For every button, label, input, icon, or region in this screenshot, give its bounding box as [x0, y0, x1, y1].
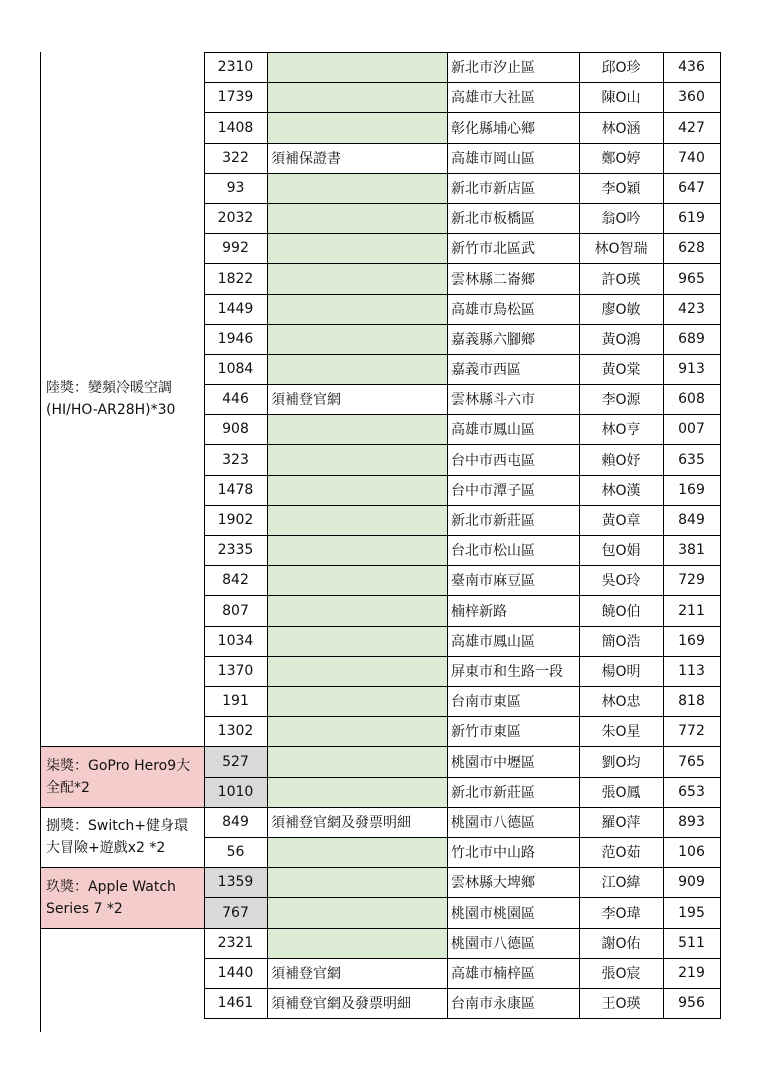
address-text: 高雄市楠梓區: [451, 966, 535, 982]
phone-suffix: 965: [678, 270, 705, 287]
row-divider: [204, 595, 721, 596]
ticket-number: 2321: [217, 935, 254, 951]
address-text: 新竹市北區武: [451, 241, 535, 257]
phone-suffix: 956: [678, 995, 705, 1011]
address-text: 桃園市八德區: [451, 936, 535, 952]
address-text: 台南市東區: [451, 694, 521, 710]
phone-suffix: 608: [678, 391, 705, 407]
winner-name: 黃O章: [601, 513, 641, 529]
phone-suffix: 653: [678, 784, 705, 800]
ticket-number: 191: [222, 693, 249, 709]
row-divider: [204, 1018, 721, 1019]
phone-suffix: 619: [678, 210, 705, 226]
address-text: 新北市汐止區: [451, 60, 535, 76]
phone-suffix: 772: [678, 723, 705, 739]
winner-name: 饒O伯: [601, 603, 641, 620]
row-divider: [204, 414, 721, 415]
address-text: 竹北市中山路: [451, 845, 535, 861]
note-text: [267, 263, 447, 294]
address-text: 桃園市桃園區: [451, 905, 535, 922]
note-text: [267, 324, 447, 354]
note-text: 須補登官網及發票明細: [271, 996, 411, 1012]
address-text: 嘉義縣六腳鄉: [451, 332, 535, 348]
phone-suffix: 195: [678, 904, 705, 921]
address-text: 臺南市麻豆區: [451, 573, 535, 589]
winner-name: 劉O均: [601, 754, 641, 771]
row-divider: [204, 897, 721, 898]
address-text: 高雄市岡山區: [451, 151, 535, 167]
address-text: 台中市潭子區: [451, 483, 535, 499]
address-text: 台南市永康區: [451, 996, 535, 1012]
winner-name: 林O亨: [601, 422, 641, 438]
note-text: [267, 867, 447, 897]
prize-divider: [40, 867, 204, 868]
note-text: [267, 686, 447, 716]
address-text: 新北市新莊區: [451, 513, 535, 529]
phone-suffix: 211: [678, 602, 705, 619]
address-text: 台中市西屯區: [451, 452, 535, 469]
winner-name: 楊O明: [601, 664, 641, 680]
winner-name: 江O緯: [601, 875, 641, 891]
winner-name: 李O源: [601, 392, 641, 408]
phone-suffix: 635: [678, 451, 705, 468]
phone-suffix: 423: [678, 301, 705, 317]
phone-suffix: 818: [678, 693, 705, 709]
address-text: 高雄市鳥松區: [451, 302, 535, 318]
note-text: [267, 565, 447, 595]
winner-name: 張O宸: [601, 966, 641, 982]
ticket-number: 842: [222, 572, 249, 588]
winner-name: 羅O萍: [601, 815, 641, 831]
note-text: [267, 595, 447, 626]
note-text: [267, 716, 447, 746]
ticket-number: 2310: [217, 59, 254, 75]
phone-suffix: 169: [678, 482, 705, 498]
note-text: 須補登官網: [271, 392, 341, 408]
ticket-number: 1822: [217, 270, 254, 287]
ticket-number: 1739: [217, 89, 254, 105]
prize-label-p8: 捌獎：Switch+健身環 大冒險+遊戲x2 *2: [46, 818, 189, 856]
row-divider: [204, 203, 721, 204]
winner-name: 鄭O婷: [601, 151, 641, 167]
phone-suffix: 740: [678, 150, 705, 166]
row-divider: [204, 867, 721, 868]
row-divider: [204, 686, 721, 687]
address-text: 高雄市鳳山區: [451, 422, 535, 438]
winner-name: 范O茹: [601, 845, 641, 861]
winner-name: 包O娟: [601, 543, 641, 559]
note-text: [267, 837, 447, 867]
note-text: [267, 354, 447, 384]
row-divider: [204, 928, 721, 929]
ticket-number: 56: [226, 844, 245, 860]
note-text: [267, 82, 447, 112]
phone-suffix: 849: [678, 512, 705, 528]
phone-suffix: 893: [678, 814, 705, 830]
phone-suffix: 765: [678, 753, 705, 770]
note-text: [267, 928, 447, 958]
winner-name: 林O忠: [601, 694, 641, 710]
ticket-number: 1461: [217, 995, 254, 1011]
phone-suffix: 169: [678, 633, 705, 649]
note-text: [267, 626, 447, 656]
note-text: [267, 294, 447, 324]
ticket-number: 1302: [217, 723, 254, 739]
winner-name: 謝O佑: [601, 936, 641, 952]
ticket-number: 322: [222, 150, 249, 166]
phone-suffix: 729: [678, 572, 705, 588]
winner-name: 廖O敏: [601, 302, 641, 318]
note-text: [267, 475, 447, 505]
ticket-number: 323: [222, 451, 249, 468]
phone-suffix: 689: [678, 331, 705, 347]
note-text: [267, 173, 447, 203]
note-text: [267, 656, 447, 686]
ticket-number: 1034: [217, 633, 254, 649]
phone-suffix: 360: [678, 89, 705, 105]
ticket-number: 1359: [217, 874, 254, 890]
address-text: 彰化縣埔心鄉: [451, 120, 535, 137]
row-divider: [204, 988, 721, 989]
phone-suffix: 007: [678, 421, 705, 437]
winner-name: 賴O妤: [601, 452, 641, 469]
address-text: 新北市板橋區: [451, 211, 535, 227]
winner-name: 簡O浩: [601, 634, 641, 650]
ticket-number: 807: [222, 602, 249, 619]
ticket-number: 1440: [217, 965, 254, 981]
address-text: 嘉義市西區: [451, 362, 521, 378]
row-divider: [204, 52, 721, 53]
winner-name: 黃O棠: [601, 362, 641, 378]
note-text: [267, 746, 447, 777]
winner-name: 黃O鴻: [601, 332, 641, 348]
address-text: 台北市松山區: [451, 543, 535, 559]
address-text: 高雄市鳳山區: [451, 634, 535, 650]
winner-name: 朱O星: [601, 724, 641, 740]
row-divider: [204, 626, 721, 627]
row-divider: [204, 746, 721, 747]
row-divider: [204, 505, 721, 506]
row-divider: [204, 656, 721, 657]
row-divider: [204, 777, 721, 778]
phone-suffix: 219: [678, 965, 705, 981]
winner-name: 林O涵: [601, 120, 641, 137]
phone-suffix: 106: [678, 844, 705, 860]
address-text: 高雄市大社區: [451, 90, 535, 106]
ticket-number: 1010: [217, 784, 254, 800]
row-divider: [204, 444, 721, 445]
note-text: [267, 777, 447, 807]
winner-name: 李O瑋: [601, 905, 641, 922]
address-text: 桃園市八德區: [451, 815, 535, 831]
phone-suffix: 511: [678, 935, 705, 951]
winner-name: 翁O吟: [601, 211, 641, 227]
phone-suffix: 628: [678, 240, 705, 256]
ticket-number: 992: [222, 240, 249, 256]
address-text: 桃園市中壢區: [451, 754, 535, 771]
row-divider: [204, 565, 721, 566]
row-divider: [204, 716, 721, 717]
winner-name: 李O穎: [601, 181, 641, 197]
note-text: [267, 444, 447, 475]
winner-name: 許O瑛: [601, 271, 641, 288]
prize-label-p7: 柒獎：GoPro Hero9大 全配*2: [46, 757, 191, 796]
note-text: 須補保證書: [271, 151, 341, 167]
row-divider: [204, 143, 721, 144]
note-text: [267, 414, 447, 444]
note-text: [267, 203, 447, 233]
ticket-number: 527: [222, 753, 249, 770]
winner-name: 陳O山: [601, 90, 641, 106]
ticket-number: 2032: [217, 210, 254, 226]
row-divider: [204, 535, 721, 536]
note-text: [267, 112, 447, 143]
row-divider: [204, 807, 721, 808]
row-divider: [204, 263, 721, 264]
address-text: 雲林縣大埤鄉: [451, 875, 535, 891]
note-text: [267, 897, 447, 928]
address-text: 新北市新店區: [451, 181, 535, 197]
ticket-number: 849: [222, 814, 249, 830]
note-text: [267, 52, 447, 82]
ticket-number: 1449: [217, 301, 254, 317]
ticket-number: 1946: [217, 331, 254, 347]
ticket-number: 2335: [217, 542, 254, 558]
row-divider: [204, 233, 721, 234]
winner-name: 邱O珍: [601, 60, 641, 76]
address-text: 新竹市東區: [451, 724, 521, 740]
phone-suffix: 436: [678, 59, 705, 75]
row-divider: [204, 294, 721, 295]
note-text: [267, 233, 447, 263]
prize-column-left-border: [40, 52, 41, 1032]
prize-divider: [40, 928, 204, 929]
address-text: 屏東市和生路一段: [451, 664, 563, 680]
phone-suffix: 381: [678, 542, 705, 558]
row-divider: [204, 82, 721, 83]
row-divider: [204, 475, 721, 476]
ticket-number: 1478: [217, 482, 254, 498]
winner-name: 吳O玲: [601, 573, 641, 589]
address-text: 新北市新莊區: [451, 785, 535, 801]
prize-divider: [40, 746, 204, 747]
prize-divider: [40, 807, 204, 808]
ticket-number: 93: [226, 180, 245, 196]
address-text: 楠梓新路: [451, 603, 507, 620]
phone-suffix: 913: [678, 361, 705, 377]
note-text: 須補登官網及發票明細: [271, 815, 411, 831]
ticket-number: 908: [222, 421, 249, 437]
row-divider: [204, 112, 721, 113]
ticket-number: 1370: [217, 663, 254, 679]
phone-suffix: 647: [678, 180, 705, 196]
phone-suffix: 113: [678, 663, 705, 679]
row-divider: [204, 173, 721, 174]
phone-suffix: 427: [678, 119, 705, 136]
winner-name: 林O漢: [601, 483, 641, 499]
ticket-number: 446: [222, 391, 249, 407]
row-divider: [204, 324, 721, 325]
row-divider: [204, 837, 721, 838]
address-text: 雲林縣二崙鄉: [451, 271, 535, 288]
note-text: [267, 505, 447, 535]
winner-name: 張O鳳: [601, 785, 641, 801]
prize-label-p9: 玖獎：Apple Watch Series 7 *2: [46, 878, 176, 917]
winner-name: 王O瑛: [601, 996, 641, 1012]
ticket-number: 767: [222, 904, 249, 921]
ticket-number: 1408: [217, 119, 254, 136]
prize-label-p6: 陸獎：變頻冷暖空調 (HI/HO-AR28H)*30: [46, 380, 176, 418]
phone-suffix: 909: [678, 874, 705, 890]
row-divider: [204, 958, 721, 959]
ticket-number: 1084: [217, 361, 254, 377]
row-divider: [204, 354, 721, 355]
winner-name: 林O智瑞: [594, 241, 648, 257]
note-text: [267, 535, 447, 565]
ticket-number: 1902: [217, 512, 254, 528]
row-divider: [204, 384, 721, 385]
address-text: 雲林縣斗六市: [451, 392, 535, 408]
note-text: 須補登官網: [271, 966, 341, 982]
